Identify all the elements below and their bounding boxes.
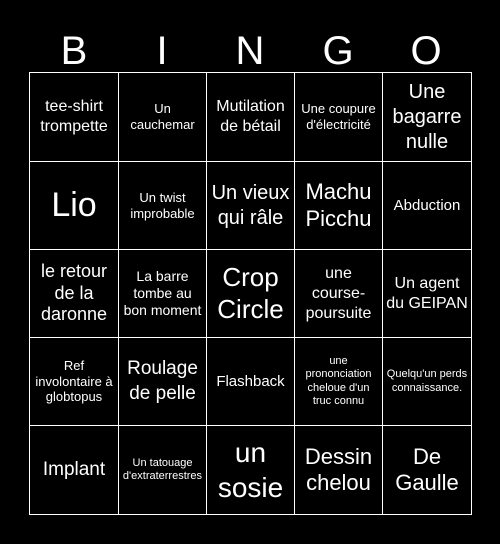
bingo-header	[30, 28, 470, 74]
header-letter-o: O	[410, 29, 442, 73]
bingo-cell-r4c5[interactable]: Quelqu'un perds connaissance.	[383, 338, 472, 426]
bingo-cell-r5c3[interactable]: un sosie	[207, 426, 295, 515]
header-letter-i: I	[156, 29, 168, 73]
header-letter-b: B	[60, 29, 88, 73]
bingo-cell-r3c3[interactable]: Crop Circle	[207, 250, 295, 338]
bingo-cell-r3c4[interactable]: une course-poursuite	[295, 250, 383, 338]
bingo-cell-r4c3[interactable]: Flashback	[207, 338, 295, 426]
bingo-cell-r2c5[interactable]: Abduction	[383, 162, 472, 250]
bingo-cell-r3c2[interactable]: La barre tombe au bon moment	[119, 250, 207, 338]
bingo-cell-r1c5[interactable]: Une bagarre nulle	[383, 73, 472, 162]
bingo-cell-r3c1[interactable]: le retour de la daronne	[30, 250, 119, 338]
bingo-cell-r5c4[interactable]: Dessin chelou	[295, 426, 383, 515]
bingo-grid	[29, 72, 472, 515]
bingo-cell-r5c2[interactable]: Un tatouage d'extraterrestres	[119, 426, 207, 515]
bingo-cell-r2c2[interactable]: Un twist improbable	[119, 162, 207, 250]
header-letter-g: G	[322, 29, 354, 73]
bingo-cell-r2c1[interactable]: Lio	[30, 162, 119, 250]
bingo-cell-r4c2[interactable]: Roulage de pelle	[119, 338, 207, 426]
bingo-cell-r1c4[interactable]: Une coupure d'électricité	[295, 73, 383, 162]
bingo-cell-r1c3[interactable]: Mutilation de bétail	[207, 73, 295, 162]
header-letter-n: N	[235, 29, 265, 73]
bingo-cell-r1c1[interactable]: tee-shirt trompette	[30, 73, 119, 162]
bingo-cell-r2c4[interactable]: Machu Picchu	[295, 162, 383, 250]
bingo-cell-r4c4[interactable]: une prononciation cheloue d'un truc connu	[295, 338, 383, 426]
bingo-cell-r2c3[interactable]: Un vieux qui râle	[207, 162, 295, 250]
bingo-cell-r5c1[interactable]: Implant	[30, 426, 119, 515]
bingo-cell-r1c2[interactable]: Un cauchemar	[119, 73, 207, 162]
bingo-cell-r5c5[interactable]: De Gaulle	[383, 426, 472, 515]
bingo-cell-r4c1[interactable]: Ref involontaire à globtopus	[30, 338, 119, 426]
bingo-cell-r3c5[interactable]: Un agent du GEIPAN	[383, 250, 472, 338]
